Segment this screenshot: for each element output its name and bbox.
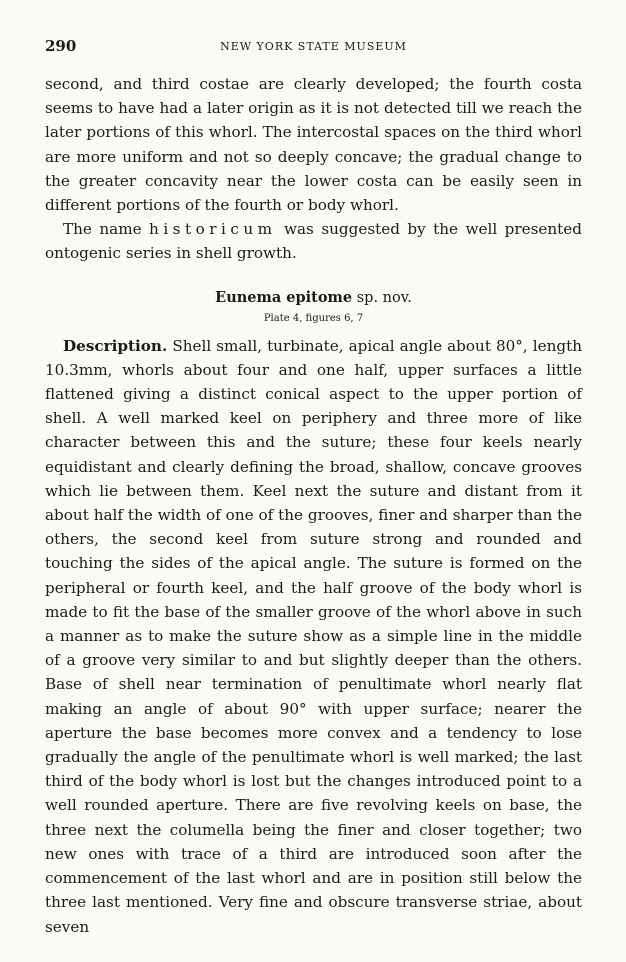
page-number: 290 <box>45 37 77 55</box>
paragraph-text-before: The name <box>63 220 150 239</box>
paragraph-name-origin <box>45 217 582 265</box>
paragraph-text-after: was suggested by the well presented ontogenic series in shell growth. <box>45 220 582 263</box>
description-label: Description. <box>63 336 168 355</box>
species-designation: sp. nov. <box>352 289 412 306</box>
paragraph-continuation: second, and third costae are clearly developed; the fourth costa seems to have had a later origin as it is not detected till we reach the later portions of this whorl. The intercostal spaces on the third whorl are more uniform and not so deeply concave; the gradual change to the greater concavity near the lower costa can be easily seen in different portions of the fourth or body whorl. <box>45 75 582 215</box>
species-name: Eunema epitome <box>215 288 353 306</box>
description-text: Shell small, turbinate, apical angle about 80°, length 10.3mm, whorls about four and one half, upper surfaces a little flattened giving a distinct conical aspect to the upper portion of shell. A well marked keel on periphery and three more of like character between this and the suture; these four keels nearly equidistant and clearly defining the broad, shallow, concave grooves which lie between them. Keel next the suture and distant from it about half the width of one of the grooves, finer and sharper than the others, the second keel from suture strong and rounded and touching the sides of the apical angle. The suture is formed on the peripheral or fourth keel, and the half groove of the body whorl is made to fit the base of the smaller groove of the whorl above in such a manner as to make the suture show as a simple line in the middle of a groove very similar to and but slightly deeper than the others. Base of shell near termination of penultimate whorl nearly flat making an angle of about 90° with upper surface; nearer the aperture the base becomes more convex and a tendency to lose gradually the angle of the penultimate whorl is well marked; the last third of the body whorl is lost but the changes introduced point to a well rounded aperture. There are five revolving keels on base, the three next the columella being the finer and closer together; two new ones with trace of a third are introduced soon after the commencement of the last whorl and are in position still below the three last mentioned. Very fine and obscure transverse striae, about seven <box>45 336 582 936</box>
section-title <box>45 288 582 308</box>
running-head: NEW YORK STATE MUSEUM <box>220 40 407 53</box>
page-header <box>45 37 582 57</box>
spaced-species-name: historicum <box>149 220 277 239</box>
plate-reference: Plate 4, figures 6, 7 <box>263 312 364 324</box>
body-text <box>45 72 582 939</box>
description-paragraph <box>45 334 582 939</box>
